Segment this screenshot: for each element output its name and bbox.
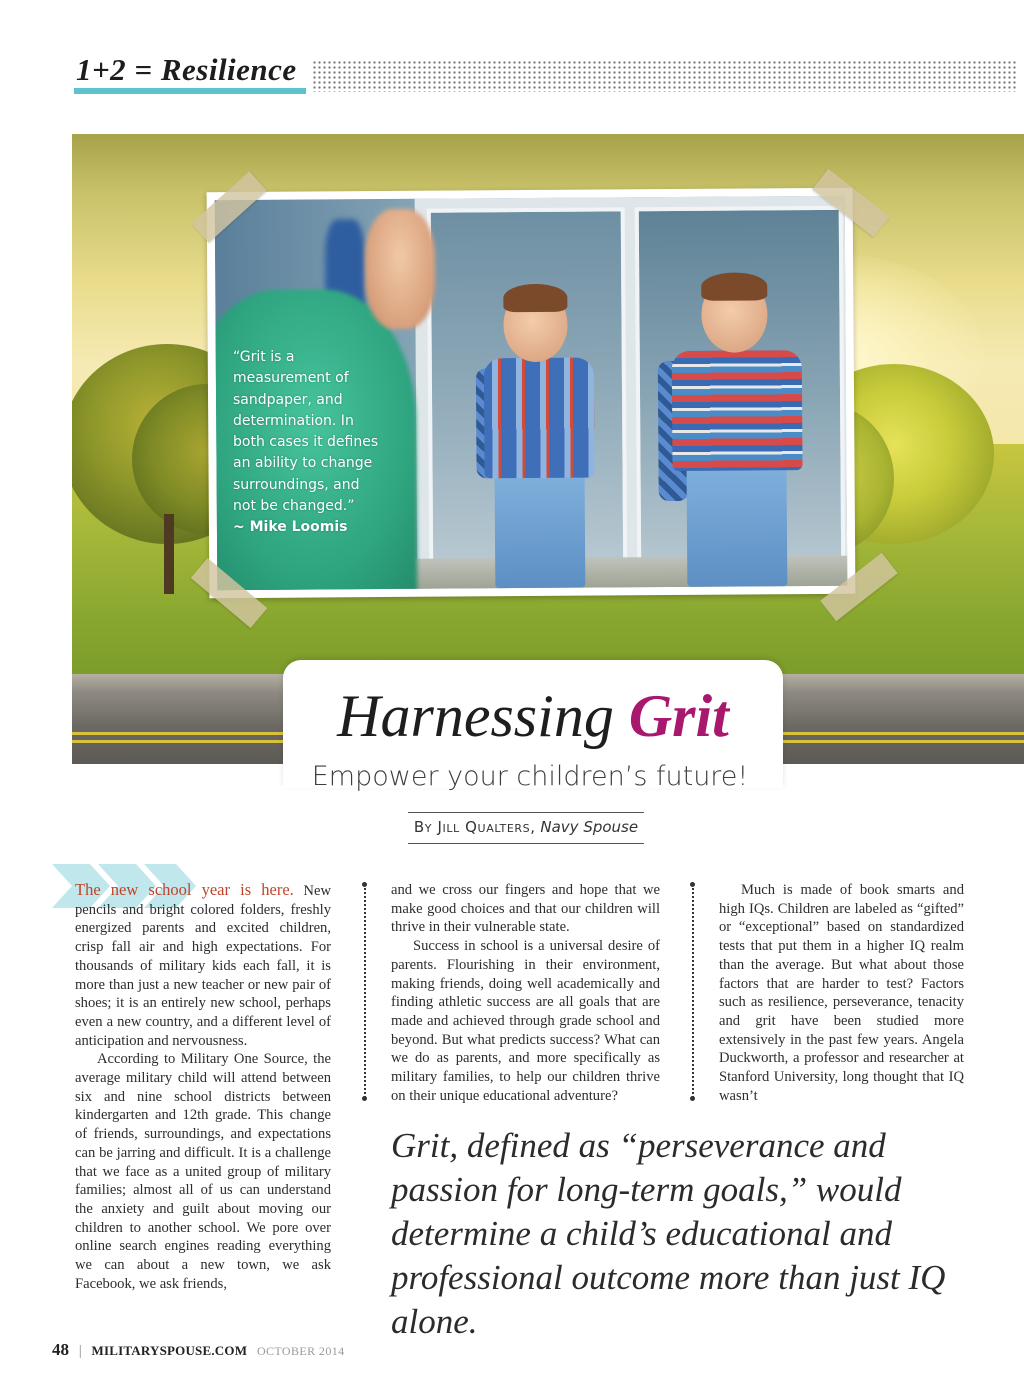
jeans (687, 466, 788, 587)
lead-in: The new school year is here. (75, 880, 294, 899)
issue-date: OCTOBER 2014 (256, 1344, 345, 1358)
hair (503, 284, 567, 312)
section-underline (74, 88, 306, 94)
plaid-shirt (484, 358, 595, 479)
hero-quote-attribution: ~ Mike Loomis (233, 519, 348, 536)
paragraph: and we cross our fingers and hope that we make good choices and that our children will thrive in their vulnerable state. (391, 882, 660, 936)
striped-shirt (672, 350, 803, 471)
column-2 (391, 881, 660, 1105)
tree-trunk (164, 514, 174, 594)
divider-dot (362, 882, 367, 887)
hair (701, 272, 767, 300)
dotted-rule (312, 60, 1018, 92)
paragraph (75, 881, 331, 1050)
title-prefix: Harnessing (337, 683, 614, 749)
column-3 (719, 881, 964, 1105)
jeans (495, 473, 586, 589)
boy-waving (463, 287, 605, 588)
divider-dot (362, 1096, 367, 1101)
waving-hand (365, 209, 436, 329)
divider-dot (690, 1096, 695, 1101)
section-title: 1+2 = Resilience (76, 52, 297, 87)
byline-role: Navy Spouse (540, 818, 639, 836)
column-divider (364, 884, 366, 1098)
site-name: MILITARYSPOUSE.COM (91, 1343, 248, 1358)
hero-quote (233, 347, 383, 539)
paragraph: Much is made of book smarts and high IQs. Children are labeled as “gifted” or “exceptional” based on standardized tests that put them in a higher IQ realm than the average. But what about those factors that are harder to test? Factors such as resilience, perseverance, tenacity and grit have been studied more extensively in the past few years. Angela Duckworth, a professor and researcher at Stanford University, long thought that IQ wasn’t (719, 882, 964, 1104)
byline (400, 818, 652, 836)
hero-quote-text: “Grit is a measurement of sandpaper, and determination. In both cases it defines an ability to change surroundings, and not be changed.” (233, 349, 379, 515)
article-subtitle: Empower your children’s future! (311, 761, 749, 792)
paragraph: Success in school is a universal desire of parents. Flourishing in their environment, making friends, doing well academically and finding athletic success are all goals that are made and achieved through grade school and beyond. But what predicts success? What can we do as parents, and more specifically as military families, to help our children thrive on their unique educational adventure? (391, 938, 660, 1104)
paragraph: According to Military One Source, the average military child will attend between six and nine school districts between kindergarten and 12th grade. This change of friends, surroundings, and expectations can be jarring and difficult. It is a challenge that we face as a united group of military families; almost all of us can understand the anxiety and guilt about moving our children to another school. We pore over online search engines reading everything we can about a new town, we ask Facebook, we ask friends, (75, 1051, 331, 1292)
divider-dot (690, 882, 695, 887)
pull-quote: Grit, defined as “perseverance and passion for long-term goals,” would determine a child’s educational and professional outcome more than just IQ alone. (391, 1126, 946, 1341)
boy-waving (645, 276, 817, 587)
article-title (283, 660, 783, 749)
byline-rule (408, 812, 644, 813)
byline-rule (408, 843, 644, 844)
byline-author: By Jill Qualters, (413, 818, 536, 836)
column-1 (75, 881, 331, 1293)
title-highlight: Grit (628, 683, 729, 749)
column-divider (692, 884, 694, 1098)
page-number: 48 (52, 1340, 69, 1359)
footer-separator: | (78, 1343, 82, 1359)
page-footer (52, 1340, 345, 1360)
paragraph-text: New pencils and bright colored folders, freshly energized parents and excited children, crisp fall air and high expectations. For thousands of military kids each fall, it is more than just a new teacher or new pair of shoes; it is an entirely new school, perhaps even a new country, and a different level of anticipation and nervousness. (75, 883, 331, 1049)
